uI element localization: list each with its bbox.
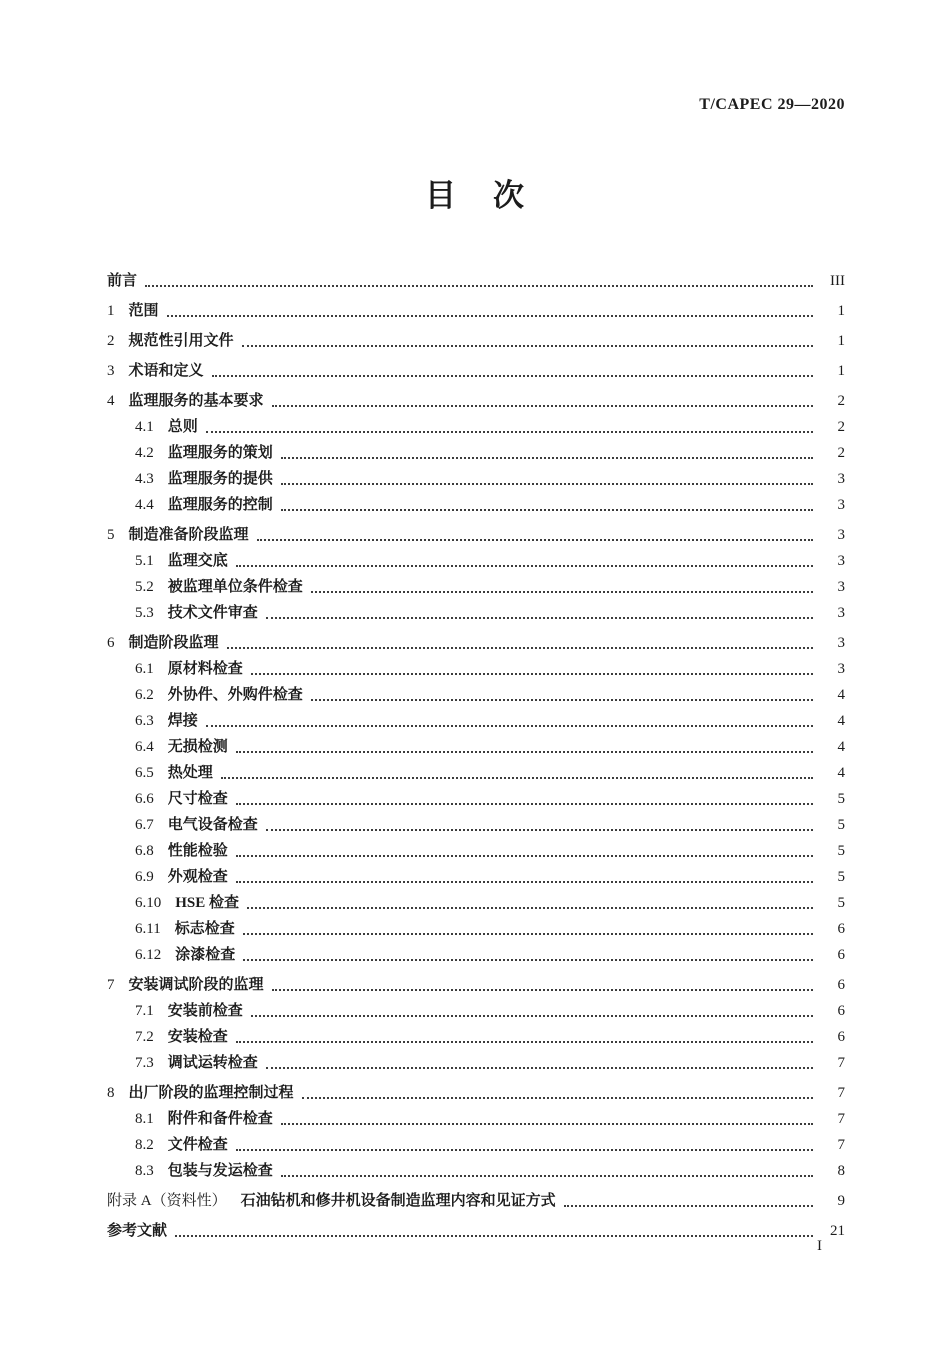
doc-code: T/CAPEC 29—2020 (699, 96, 845, 113)
toc-entry (107, 301, 845, 321)
toc-entry-number: 4 (107, 393, 115, 409)
toc-entry-number: 4.4 (135, 497, 154, 513)
toc-entry (107, 525, 845, 545)
toc-entry (107, 737, 845, 757)
dot-leader (243, 933, 813, 935)
toc-entry-page: 1 (837, 303, 845, 319)
toc-entry-number: 5 (107, 527, 115, 543)
toc-entry-title: 涂漆检查 (175, 947, 236, 963)
toc-entry-label (107, 1083, 294, 1103)
toc-entry-number: 5.2 (135, 579, 154, 595)
dot-leader (257, 539, 813, 541)
toc-entry-page: 3 (837, 553, 845, 569)
toc-entry (107, 1109, 845, 1129)
toc-entry-page: 1 (837, 363, 845, 379)
toc-entry-page: 7 (837, 1111, 845, 1127)
dot-leader (145, 285, 813, 287)
toc-entry-label (135, 551, 228, 571)
toc-entry (107, 1221, 845, 1241)
dot-leader (227, 647, 813, 649)
toc-entry-page: 6 (837, 921, 845, 937)
toc-entry-page: 4 (837, 687, 845, 703)
toc-entry-page: 3 (837, 605, 845, 621)
dot-leader (311, 699, 813, 701)
toc-entry-label (135, 603, 258, 623)
toc-entry-label (135, 737, 228, 757)
toc-entry-label (135, 1135, 228, 1155)
toc-entry-label (135, 711, 198, 731)
toc-entry-number: 8.3 (135, 1163, 154, 1179)
toc-entry-title: 被监理单位条件检查 (167, 579, 303, 595)
toc-entry (107, 551, 845, 571)
toc-entry-page: 6 (837, 947, 845, 963)
toc-entry-number: 3 (107, 363, 115, 379)
toc-entry-label (135, 1027, 228, 1047)
dot-leader (302, 1097, 813, 1099)
toc-entry-number: 4.2 (135, 445, 154, 461)
toc-entry-number: 6.6 (135, 791, 154, 807)
toc-entry-title: 标志检查 (174, 921, 235, 937)
toc-entry-title: 出厂阶段的监理控制过程 (128, 1085, 294, 1101)
toc-entry-page: 5 (837, 843, 845, 859)
toc-entry-page: 3 (837, 471, 845, 487)
dot-leader (221, 777, 813, 779)
toc-entry-number: 6.3 (135, 713, 154, 729)
toc-entry-number: 5.1 (135, 553, 154, 569)
toc-entry-page: 5 (837, 791, 845, 807)
toc-entry (107, 361, 845, 381)
toc-entry-page: 3 (837, 527, 845, 543)
toc-entry-number: 6.2 (135, 687, 154, 703)
toc-entry-label (135, 815, 258, 835)
toc-entry-title: 安装检查 (167, 1029, 228, 1045)
toc-entry (107, 1053, 845, 1073)
dot-leader (564, 1205, 813, 1207)
toc-entry-label (135, 1161, 273, 1181)
toc-entry-label (135, 867, 228, 887)
toc-entry-page: 4 (837, 739, 845, 755)
dot-leader (236, 1041, 813, 1043)
toc-entry (107, 1135, 845, 1155)
toc-entry-page: 7 (837, 1085, 845, 1101)
toc-entry-label (107, 331, 234, 351)
dot-leader (281, 1123, 813, 1125)
toc-entry (107, 945, 845, 965)
toc-entry-number: 2 (107, 333, 115, 349)
toc-entry-title: 监理交底 (167, 553, 228, 569)
dot-leader (251, 1015, 813, 1017)
toc-entry-number: 4.1 (135, 419, 154, 435)
toc-entry-label (107, 633, 219, 653)
toc-entry-page: 8 (837, 1163, 845, 1179)
toc-entry-title: HSE 检查 (175, 895, 240, 911)
toc-entry (107, 893, 845, 913)
toc-entry-title: 监理服务的提供 (167, 471, 273, 487)
toc-entry-number: 7.1 (135, 1003, 154, 1019)
toc-entry (107, 763, 845, 783)
toc-entry-page: 5 (837, 869, 845, 885)
toc-entry-label (135, 685, 303, 705)
page-title: 目 次 (425, 178, 527, 213)
toc-entry (107, 495, 845, 515)
toc-entry-number: 6.9 (135, 869, 154, 885)
toc-entry-title: 外协件、外购件检查 (167, 687, 303, 703)
toc-entry-number: 7.2 (135, 1029, 154, 1045)
toc-entry-label (107, 975, 264, 995)
toc-entry-number: 7 (107, 977, 115, 993)
toc-entry-number: 附录 A（资料性） (107, 1193, 227, 1209)
toc-entry (107, 469, 845, 489)
toc-entry (107, 603, 845, 623)
toc-entry-number: 5.3 (135, 605, 154, 621)
toc-entry-title: 调试运转检查 (167, 1055, 258, 1071)
toc-entry-page: 5 (837, 817, 845, 833)
dot-leader (236, 751, 813, 753)
dot-leader (206, 431, 813, 433)
toc-entry (107, 1083, 845, 1103)
toc-entry-label (107, 1221, 167, 1241)
toc-entry-title: 石油钻机和修井机设备制造监理内容和见证方式 (240, 1193, 556, 1209)
toc-entry-page: 3 (837, 579, 845, 595)
toc-entry (107, 919, 845, 939)
dot-leader (272, 405, 813, 407)
toc-entry-number: 6.5 (135, 765, 154, 781)
toc-entry-page: 21 (830, 1223, 845, 1239)
toc-entry (107, 711, 845, 731)
toc-entry-title: 焊接 (167, 713, 198, 729)
toc-entry-label (135, 443, 273, 463)
toc-entry-label (135, 763, 213, 783)
page-number: I (817, 1238, 822, 1254)
toc-entry-label (135, 893, 239, 913)
toc-entry-title: 总则 (167, 419, 198, 435)
toc-entry (107, 1191, 845, 1211)
toc-entry-title: 热处理 (167, 765, 213, 781)
toc-entry-page: 6 (837, 1003, 845, 1019)
toc-entry (107, 271, 845, 291)
toc-entry-number: 6.11 (135, 921, 161, 937)
toc-entry (107, 867, 845, 887)
toc-entry-number: 6.1 (135, 661, 154, 677)
toc-entry-page: 3 (837, 635, 845, 651)
dot-leader (266, 617, 813, 619)
dot-leader (281, 457, 813, 459)
toc-entry-label (135, 1109, 273, 1129)
toc-entry-title: 术语和定义 (128, 363, 204, 379)
toc-entry (107, 1027, 845, 1047)
toc-entry (107, 577, 845, 597)
toc-entry (107, 841, 845, 861)
toc-entry-label (135, 789, 228, 809)
toc-entry-title: 外观检查 (167, 869, 228, 885)
toc-entry-label (135, 417, 198, 437)
toc-entry-label (135, 577, 303, 597)
toc-entry (107, 815, 845, 835)
toc-entry-label (135, 945, 235, 965)
toc-entry-number: 8.1 (135, 1111, 154, 1127)
toc-entry-number: 6.7 (135, 817, 154, 833)
toc-entry (107, 659, 845, 679)
toc-entry-page: 6 (837, 1029, 845, 1045)
toc-entry (107, 633, 845, 653)
toc-entry-page: 4 (837, 765, 845, 781)
toc-entry-title: 参考文献 (107, 1223, 168, 1239)
dot-leader (281, 483, 813, 485)
toc-entry-page: 5 (837, 895, 845, 911)
toc-entry (107, 331, 845, 351)
toc-entry-label (135, 1001, 243, 1021)
toc-entry-label (135, 495, 273, 515)
dot-leader (212, 375, 813, 377)
toc-entry-page: III (830, 273, 845, 289)
dot-leader (236, 881, 813, 883)
toc-entry-label (107, 1191, 556, 1211)
toc-entry-number: 4.3 (135, 471, 154, 487)
dot-leader (243, 959, 813, 961)
toc-entry-label (135, 1053, 258, 1073)
toc-entry-page: 4 (837, 713, 845, 729)
toc-entry (107, 789, 845, 809)
toc-entry-page: 7 (837, 1055, 845, 1071)
toc-entry (107, 975, 845, 995)
dot-leader (175, 1235, 813, 1237)
toc-entry-title: 电气设备检查 (167, 817, 258, 833)
toc-entry (107, 1001, 845, 1021)
toc-entry-page: 2 (837, 419, 845, 435)
toc-entry-title: 文件检查 (167, 1137, 228, 1153)
toc-entry-title: 制造准备阶段监理 (128, 527, 249, 543)
dot-leader (206, 725, 813, 727)
dot-leader (236, 565, 813, 567)
toc-entry-page: 2 (837, 445, 845, 461)
toc-entry-title: 监理服务的策划 (167, 445, 273, 461)
dot-leader (167, 315, 813, 317)
toc-entry (107, 417, 845, 437)
toc-entry-title: 技术文件审查 (167, 605, 258, 621)
toc-entry-page: 2 (837, 393, 845, 409)
dot-leader (266, 1067, 813, 1069)
toc-entry-number: 8.2 (135, 1137, 154, 1153)
dot-leader (281, 509, 813, 511)
toc-entry-label (135, 919, 235, 939)
toc-entry-label (107, 361, 204, 381)
toc-entry-title: 安装调试阶段的监理 (128, 977, 264, 993)
dot-leader (281, 1175, 813, 1177)
toc-entry-title: 安装前检查 (167, 1003, 243, 1019)
dot-leader (247, 907, 813, 909)
toc-entry-number: 6.4 (135, 739, 154, 755)
toc-entry (107, 443, 845, 463)
toc-entry-number: 6.8 (135, 843, 154, 859)
toc-entry-page: 3 (837, 661, 845, 677)
toc-entry-label (107, 301, 159, 321)
dot-leader (272, 989, 813, 991)
dot-leader (236, 1149, 813, 1151)
toc-entry-label (107, 391, 264, 411)
toc-entry-title: 无损检测 (167, 739, 228, 755)
toc-entry-page: 9 (837, 1193, 845, 1209)
dot-leader (242, 345, 813, 347)
toc-entry-number: 1 (107, 303, 115, 319)
toc-entry-number: 6.10 (135, 895, 162, 911)
toc-entry-label (135, 659, 243, 679)
dot-leader (236, 803, 813, 805)
toc-entry-number: 6 (107, 635, 115, 651)
toc-entry-title: 监理服务的基本要求 (128, 393, 264, 409)
toc-entry-number: 7.3 (135, 1055, 154, 1071)
toc-entry-title: 原材料检查 (167, 661, 243, 677)
toc-entry-label (107, 525, 249, 545)
toc-entry-title: 前言 (107, 273, 138, 289)
toc-entry-page: 1 (837, 333, 845, 349)
dot-leader (236, 855, 813, 857)
toc-entry (107, 1161, 845, 1181)
toc-entry-title: 范围 (128, 303, 159, 319)
toc-entry-label (135, 841, 228, 861)
toc-entry (107, 391, 845, 411)
toc-list (107, 271, 845, 1241)
toc-entry-page: 6 (837, 977, 845, 993)
toc-entry-title: 制造阶段监理 (128, 635, 219, 651)
toc-entry-number: 6.12 (135, 947, 162, 963)
toc-entry-title: 包装与发运检查 (167, 1163, 273, 1179)
dot-leader (311, 591, 813, 593)
toc-entry-label (135, 469, 273, 489)
toc-entry-title: 规范性引用文件 (128, 333, 234, 349)
dot-leader (251, 673, 813, 675)
toc-entry-page: 3 (837, 497, 845, 513)
toc-entry-number: 8 (107, 1085, 115, 1101)
toc-entry-label (107, 271, 137, 291)
toc-entry-page: 7 (837, 1137, 845, 1153)
toc-entry-title: 尺寸检查 (167, 791, 228, 807)
toc-entry (107, 685, 845, 705)
toc-entry-title: 性能检验 (167, 843, 228, 859)
toc-entry-title: 监理服务的控制 (167, 497, 273, 513)
dot-leader (266, 829, 813, 831)
toc-entry-title: 附件和备件检查 (167, 1111, 273, 1127)
